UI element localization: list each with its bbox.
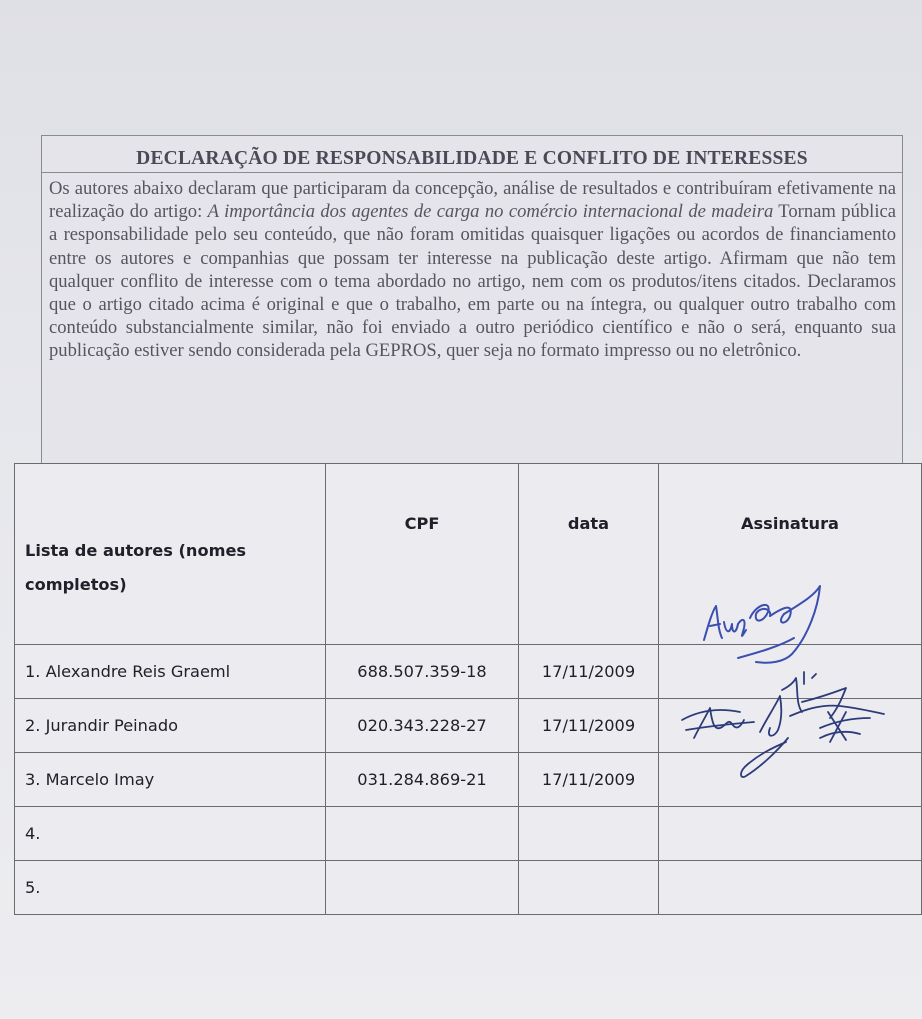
- author-date: [519, 861, 659, 915]
- author-date: 17/11/2009: [519, 753, 659, 807]
- table-row: [15, 807, 922, 861]
- author-cpf: 020.343.228-27: [326, 699, 519, 753]
- author-name: 3. Marcelo Imay: [15, 753, 326, 807]
- author-cpf: 031.284.869-21: [326, 753, 519, 807]
- author-name: 4.: [15, 807, 326, 861]
- author-name: 1. Alexandre Reis Graeml: [15, 645, 326, 699]
- declaration-box: [41, 135, 903, 465]
- author-date: 17/11/2009: [519, 699, 659, 753]
- table-row: [15, 699, 922, 753]
- declaration-text: [42, 173, 902, 363]
- author-date: [519, 807, 659, 861]
- author-signature-cell: [659, 807, 922, 861]
- header-date: data: [519, 464, 659, 645]
- table-row: [15, 861, 922, 915]
- author-signature-cell: [659, 753, 922, 807]
- author-cpf: 688.507.359-18: [326, 645, 519, 699]
- table-header-row: [15, 464, 922, 645]
- author-cpf: [326, 807, 519, 861]
- author-cpf: [326, 861, 519, 915]
- authors-table: [14, 463, 922, 897]
- table-row: [15, 645, 922, 699]
- author-signature-cell: [659, 645, 922, 699]
- article-title: A importância dos agentes de carga no comércio internacional de madeira: [207, 201, 774, 223]
- header-cpf: CPF: [326, 464, 519, 645]
- declaration-text-intro: Os autores abaixo declaram que participaram da concepção, análise de resultados e contribuíram efetivamente na realização do artigo:: [49, 178, 896, 223]
- author-name: 5.: [15, 861, 326, 915]
- author-signature-cell: [659, 699, 922, 753]
- author-signature-cell: [659, 861, 922, 915]
- author-date: 17/11/2009: [519, 645, 659, 699]
- declaration-text-rest: Tornam pública a responsabilidade pelo seu conteúdo, que não foram omitidas quaisquer ligações ou acordos de financiamento entre os autores e companhias que possam ter interesse na publicação deste artigo. Afirmam que não tem qualquer conflito de interesse com o tema abordado no artigo, nem com os produtos/itens citados. Declaramos que o artigo citado acima é original e que o trabalho, em parte ou na íntegra, ou qualquer outro trabalho com conteúdo substancialmente similar, não foi enviado a outro periódico científico e não o será, enquanto sua publicação estiver sendo considerada pela GEPROS, quer seja no formato impresso ou no eletrônico.: [49, 201, 896, 362]
- header-signature: Assinatura: [659, 464, 922, 645]
- author-name: 2. Jurandir Peinado: [15, 699, 326, 753]
- header-authors: Lista de autores (nomes completos): [15, 464, 326, 645]
- declaration-title: DECLARAÇÃO DE RESPONSABILIDADE E CONFLITO DE INTERESSES: [42, 136, 902, 173]
- table-row: [15, 753, 922, 807]
